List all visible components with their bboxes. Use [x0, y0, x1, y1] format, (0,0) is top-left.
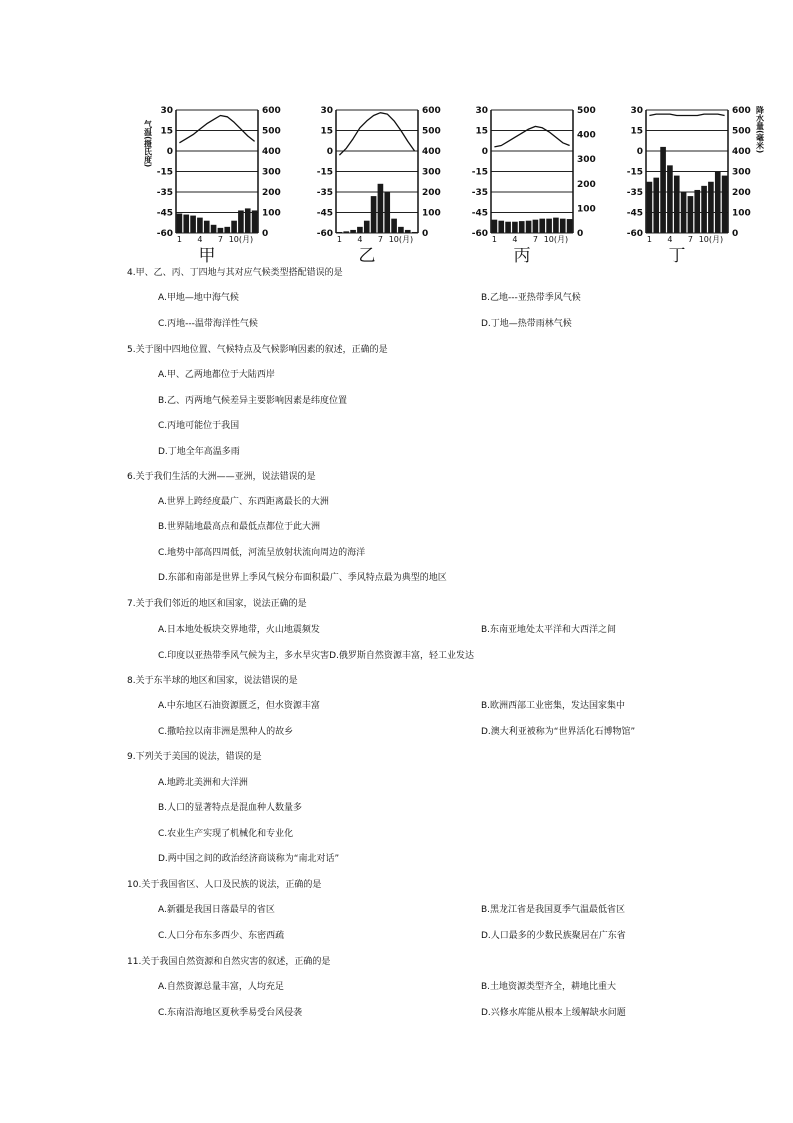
temperature-line [179, 116, 254, 143]
precipitation-bar [708, 182, 714, 233]
x-tick-label: 1 [646, 235, 652, 244]
left-tick-label: -60 [316, 229, 333, 239]
option: A.世界上跨经度最广、东西距离最长的大洲 [158, 497, 329, 507]
temperature-line [649, 114, 724, 115]
right-tick-label: 200 [577, 179, 596, 190]
precipitation-bar [177, 214, 183, 233]
precipitation-bar [350, 230, 356, 233]
precipitation-bar [701, 186, 707, 233]
chart-name: 丁 [668, 246, 686, 265]
option: B.世界陆地最高点和最低点都位于此大洲 [158, 522, 321, 532]
x-tick-label: 4 [512, 235, 518, 244]
option: D.兴修水库能从根本上缓解缺水问题 [481, 1008, 626, 1018]
left-axis-label: 气温(摄氏度) [143, 120, 153, 168]
x-tick-label: 4 [667, 235, 673, 244]
option: C.印度以亚热带季风气候为主，多水旱灾害D.俄罗斯自然资源丰富，轻工业发达 [158, 651, 474, 661]
x-tick-label: 1 [336, 235, 342, 244]
right-tick-label: 300 [732, 167, 751, 178]
left-tick-label: -15 [626, 167, 643, 178]
question-stem: 9.下列关于美国的说法，错误的是 [127, 752, 262, 762]
precipitation-bar [183, 215, 189, 233]
precipitation-bar [238, 210, 244, 233]
question-stem: 7.关于我们邻近的地区和国家，说法正确的是 [127, 599, 307, 609]
option: D.丁地—热带雨林气候 [481, 319, 572, 329]
precipitation-bar [197, 218, 203, 233]
left-tick-label: -60 [626, 229, 643, 239]
option: A.地跨北美洲和大洋洲 [158, 778, 248, 788]
x-tick-label: 7 [532, 235, 538, 244]
option: D.丁地全年高温多雨 [158, 447, 240, 457]
right-tick-label: 400 [262, 147, 281, 157]
x-tick-label: 1 [491, 235, 497, 244]
x-tick-label: 7 [217, 235, 223, 244]
precipitation-bar [681, 192, 687, 233]
chart-name: 甲 [198, 246, 216, 265]
question-stem: 5.关于图中四地位置、气候特点及气候影响因素的叙述，正确的是 [127, 345, 388, 355]
option: A.日本地处板块交界地带，火山地震频发 [158, 625, 320, 635]
precipitation-bar [567, 219, 573, 233]
temperature-line [494, 126, 569, 146]
option: B.东南亚地处太平洋和大西洋之间 [481, 625, 617, 635]
x-tick-label: 10(月) [543, 235, 569, 244]
option: A.中东地区石油资源匮乏，但水资源丰富 [158, 701, 320, 711]
left-tick-label: 0 [326, 147, 333, 157]
question-stem: 6.关于我们生活的大洲——亚洲，说法错误的是 [127, 472, 316, 482]
chart-name: 丙 [513, 246, 531, 265]
option: B.土地资源类型齐全，耕地比重大 [481, 982, 617, 992]
left-tick-label: -35 [156, 188, 173, 198]
right-tick-label: 300 [577, 155, 596, 166]
right-tick-label: 400 [422, 147, 441, 157]
precipitation-bar [224, 227, 230, 233]
precipitation-bar [204, 221, 210, 233]
x-tick-label: 7 [377, 235, 383, 244]
left-tick-label: 30 [475, 106, 488, 116]
precipitation-bar [384, 192, 390, 233]
left-tick-label: 0 [481, 147, 488, 157]
left-tick-label: -60 [471, 229, 488, 239]
climate-chart-jia [140, 100, 290, 265]
option: B.乙地---亚热带季风气候 [481, 293, 581, 303]
precipitation-bar [653, 178, 659, 233]
option: B.黑龙江省是我国夏季气温最低省区 [481, 905, 626, 915]
precipitation-bar [533, 220, 539, 233]
chart-name: 乙 [358, 246, 376, 265]
precipitation-bar [498, 221, 504, 233]
question-stem: 11.关于我国自然资源和自然灾害的叙述，正确的是 [127, 957, 331, 967]
x-tick-label: 7 [687, 235, 693, 244]
right-tick-label: 300 [262, 167, 281, 178]
right-tick-label: 200 [262, 188, 281, 198]
climate-chart-yi [300, 100, 450, 265]
option: A.新疆是我国日落最早的省区 [158, 905, 275, 915]
left-tick-label: -60 [156, 229, 173, 239]
question-stem: 8.关于东半球的地区和国家，说法错误的是 [127, 676, 298, 686]
right-tick-label: 300 [422, 167, 441, 178]
precipitation-bar [553, 218, 559, 233]
right-tick-label: 600 [262, 106, 281, 116]
precipitation-bar [539, 219, 545, 233]
right-axis-label: 降水量(毫米) [755, 106, 765, 154]
x-tick-label: 10(月) [228, 235, 254, 244]
precipitation-bar [245, 208, 251, 233]
option: B.欧洲西部工业密集，发达国家集中 [481, 701, 626, 711]
x-tick-label: 1 [176, 235, 182, 244]
precipitation-bar [674, 176, 680, 233]
option: A.自然资源总量丰富，人均充足 [158, 982, 284, 992]
climate-chart-bing [455, 100, 605, 265]
precipitation-bar [694, 190, 700, 233]
precipitation-bar [405, 230, 411, 233]
precipitation-bar [211, 225, 217, 233]
option: D.两中国之间的政治经济商谈称为“南北对话” [158, 854, 340, 864]
right-tick-label: 500 [732, 126, 751, 137]
left-tick-label: -45 [316, 208, 333, 219]
option: B.人口的显著特点是混血种人数量多 [158, 803, 303, 813]
precipitation-bar [688, 196, 694, 233]
precipitation-bar [546, 219, 552, 233]
temperature-line [339, 113, 414, 155]
option: C.丙地可能位于我国 [158, 421, 240, 431]
precipitation-bar [667, 165, 673, 233]
left-tick-label: 15 [320, 126, 333, 137]
left-tick-label: -35 [316, 188, 333, 198]
option: C.丙地---温带海洋性气候 [158, 319, 258, 329]
option: D.澳大利亚被称为“世界活化石博物馆” [481, 727, 636, 737]
option: C.农业生产实现了机械化和专业化 [158, 829, 294, 839]
left-tick-label: 30 [630, 106, 643, 116]
right-tick-label: 400 [732, 147, 751, 157]
left-tick-label: 15 [160, 126, 173, 137]
precipitation-bar [364, 221, 370, 233]
precipitation-bar [512, 222, 518, 233]
precipitation-bar [190, 216, 196, 233]
right-tick-label: 100 [422, 208, 441, 219]
precipitation-bar [412, 232, 418, 233]
precipitation-bar [252, 210, 258, 233]
right-tick-label: 0 [422, 229, 429, 239]
right-tick-label: 0 [732, 229, 739, 239]
left-tick-label: 15 [475, 126, 488, 137]
right-tick-label: 100 [262, 208, 281, 219]
precipitation-bar [357, 227, 363, 233]
right-tick-label: 500 [262, 126, 281, 137]
right-tick-label: 200 [422, 188, 441, 198]
question-stem: 10.关于我国省区、人口及民族的说法，正确的是 [127, 880, 322, 890]
precipitation-bar [218, 228, 224, 233]
x-tick-label: 10(月) [388, 235, 414, 244]
precipitation-bar [505, 222, 511, 233]
question-stem: 4.甲、乙、丙、丁四地与其对应气候类型搭配错误的是 [127, 268, 343, 278]
right-tick-label: 500 [577, 106, 596, 116]
precipitation-bar [398, 227, 404, 233]
left-tick-label: 0 [636, 147, 643, 157]
precipitation-bar [560, 219, 566, 233]
left-tick-label: 15 [630, 126, 643, 137]
left-tick-label: 0 [166, 147, 173, 157]
left-tick-label: -15 [471, 167, 488, 178]
precipitation-bar [391, 219, 397, 233]
right-tick-label: 600 [732, 106, 751, 116]
left-tick-label: -45 [156, 208, 173, 219]
precipitation-bar [526, 221, 532, 233]
left-tick-label: -45 [626, 208, 643, 219]
x-tick-label: 4 [197, 235, 203, 244]
option: C.撒哈拉以南非洲是黑种人的故乡 [158, 727, 294, 737]
precipitation-bar [371, 196, 377, 233]
precipitation-bar [492, 220, 498, 233]
x-tick-label: 10(月) [698, 235, 724, 244]
option: A.甲地—地中海气候 [158, 293, 239, 303]
climate-charts [140, 100, 780, 265]
x-tick-label: 4 [357, 235, 363, 244]
left-tick-label: 30 [320, 106, 333, 116]
precipitation-bar [722, 176, 728, 233]
precipitation-bar [231, 221, 237, 233]
precipitation-bar [715, 172, 721, 234]
climate-chart-ding [610, 100, 770, 265]
precipitation-bar [337, 232, 343, 233]
right-tick-label: 0 [577, 229, 584, 239]
option: C.地势中部高四周低，河流呈放射状流向周边的海洋 [158, 548, 366, 558]
option: D.东部和南部是世界上季风气候分布面积最广、季风特点最为典型的地区 [158, 573, 447, 583]
option: C.人口分布东多西少、东密西疏 [158, 931, 285, 941]
right-tick-label: 500 [422, 126, 441, 137]
precipitation-bar [519, 221, 525, 233]
option: A.甲、乙两地都位于大陆西岸 [158, 370, 275, 380]
left-tick-label: 30 [160, 106, 173, 116]
precipitation-bar [378, 184, 384, 233]
option: C.东南沿海地区夏秋季易受台风侵袭 [158, 1008, 303, 1018]
left-tick-label: -35 [626, 188, 643, 198]
right-tick-label: 400 [577, 130, 596, 141]
left-tick-label: -15 [156, 167, 173, 178]
right-tick-label: 200 [732, 188, 751, 198]
right-tick-label: 100 [577, 204, 596, 215]
right-tick-label: 600 [422, 106, 441, 116]
left-tick-label: -35 [471, 188, 488, 198]
option: D.人口最多的少数民族聚居在广东省 [481, 931, 626, 941]
precipitation-bar [647, 182, 653, 233]
right-tick-label: 100 [732, 208, 751, 219]
precipitation-bar [343, 231, 349, 233]
right-tick-label: 0 [262, 229, 269, 239]
option: B.乙、丙两地气候差异主要影响因素是纬度位置 [158, 396, 348, 406]
left-tick-label: -45 [471, 208, 488, 219]
left-tick-label: -15 [316, 167, 333, 178]
precipitation-bar [660, 147, 666, 233]
